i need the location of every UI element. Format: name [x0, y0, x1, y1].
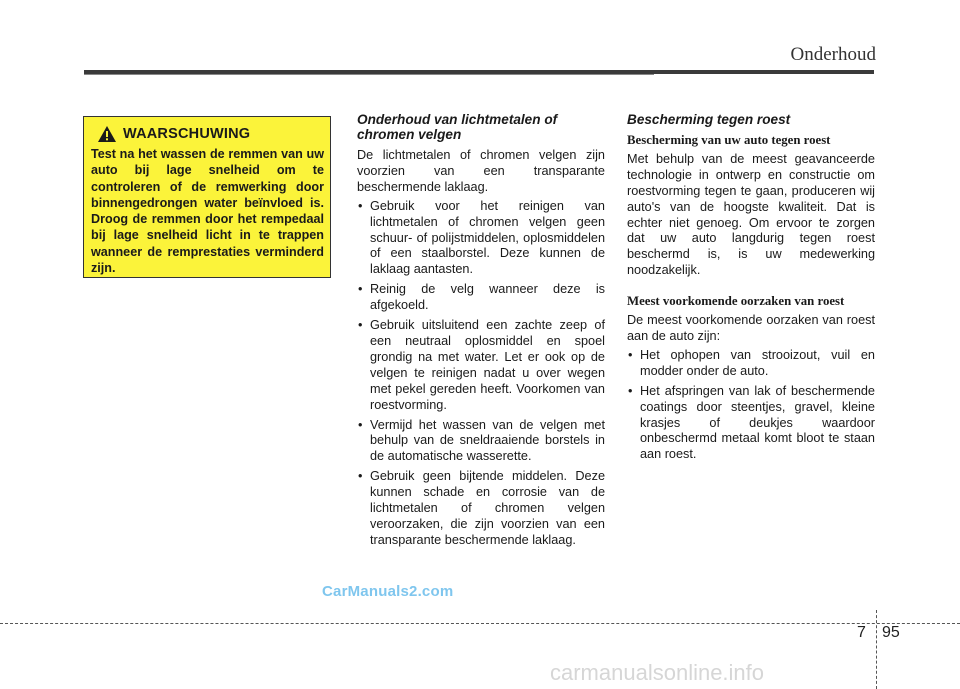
rust-subheading-2: Meest voorkomende oorzaken van roest: [627, 294, 845, 309]
rust-causes-list: [627, 348, 875, 463]
wheel-care-intro: De lichtmetalen of chromen velgen zijn voorzien van een transparante beschermende laklaag.: [357, 148, 605, 194]
wheel-care-list: [357, 199, 605, 549]
list-item: • Gebruik uitsluitend een zachte zeep of een neutraal oplosmiddel en spoel grondig na met water. Let er ook op de velgen te reinigen nadat u over wegen met pekel gereden heeft. Voorkomen van roestvorming.: [357, 318, 605, 413]
page-header-title: Onderhoud: [790, 44, 876, 65]
footer-rule: [0, 623, 960, 624]
warning-box: [83, 116, 331, 278]
list-item: • Gebruik geen bijtende middelen. Deze kunnen schade en corrosie van de lichtmetalen of chromen velgen veroorzaken, die zijn voorzien van een transparante beschermende laklaag.: [357, 469, 605, 549]
watermark-bottom: carmanualsonline.info: [550, 660, 765, 685]
right-column: [627, 112, 875, 467]
watermark: CarManuals2.com: [322, 583, 454, 600]
header-rule-thin: [84, 74, 654, 75]
list-item: • Het afspringen van lak of beschermende coatings door steentjes, gravel, kleine krasjes of deukjes waardoor onbeschermd metaal komt bloot te staan aan roest.: [627, 384, 875, 464]
warning-text: Test na het wassen de remmen van uw auto bij lage snelheid om te controleren of de remwerking door binnengedrongen water beïnvloed is. Droog de remmen door het rempedaal bij lage snelheid licht in te trappen wanneer de remprestaties verminderd zijn.: [91, 147, 324, 276]
middle-column: [357, 112, 605, 553]
wheel-care-heading: Onderhoud van lichtmetalen of chromen velgen: [357, 112, 558, 142]
page-divider-line: [876, 610, 877, 689]
list-item: • Gebruik voor het reinigen van lichtmetalen of chromen velgen geen schuur- of polijstmiddelen, oplosmiddelen of een staalborstel. Deze kunnen de laklaag aantasten.: [357, 199, 605, 279]
chapter-number: 7: [857, 624, 866, 641]
rust-subheading-1: Bescherming van uw auto tegen roest: [627, 133, 831, 147]
warning-title: WAARSCHUWING: [123, 126, 251, 142]
warning-header: [97, 125, 324, 143]
list-item: • Reinig de velg wanneer deze is afgekoeld.: [357, 282, 605, 314]
rust-protection-heading: Bescherming tegen roest: [627, 112, 791, 127]
list-item: • Vermijd het wassen van de velgen met behulp van de sneldraaiende borstels in de automatische wasserette.: [357, 418, 605, 466]
warning-triangle-icon: [97, 125, 117, 143]
rust-paragraph-2: De meest voorkomende oorzaken van roest aan de auto zijn:: [627, 313, 875, 343]
list-item: • Het ophopen van strooizout, vuil en modder onder de auto.: [627, 348, 875, 380]
rust-paragraph-1: Met behulp van de meest geavanceerde technologie in ontwerp en constructie om roestvorming tegen te gaan, produceren wij auto's van de hoogste kwaliteit. Dat is echter niet genoeg. Om ervoor te zorgen dat uw auto langdurig tegen roest beschermd is, is uw medewerking noodzakelijk.: [627, 151, 875, 278]
spacer: [627, 282, 875, 292]
page-number: 95: [882, 624, 900, 641]
